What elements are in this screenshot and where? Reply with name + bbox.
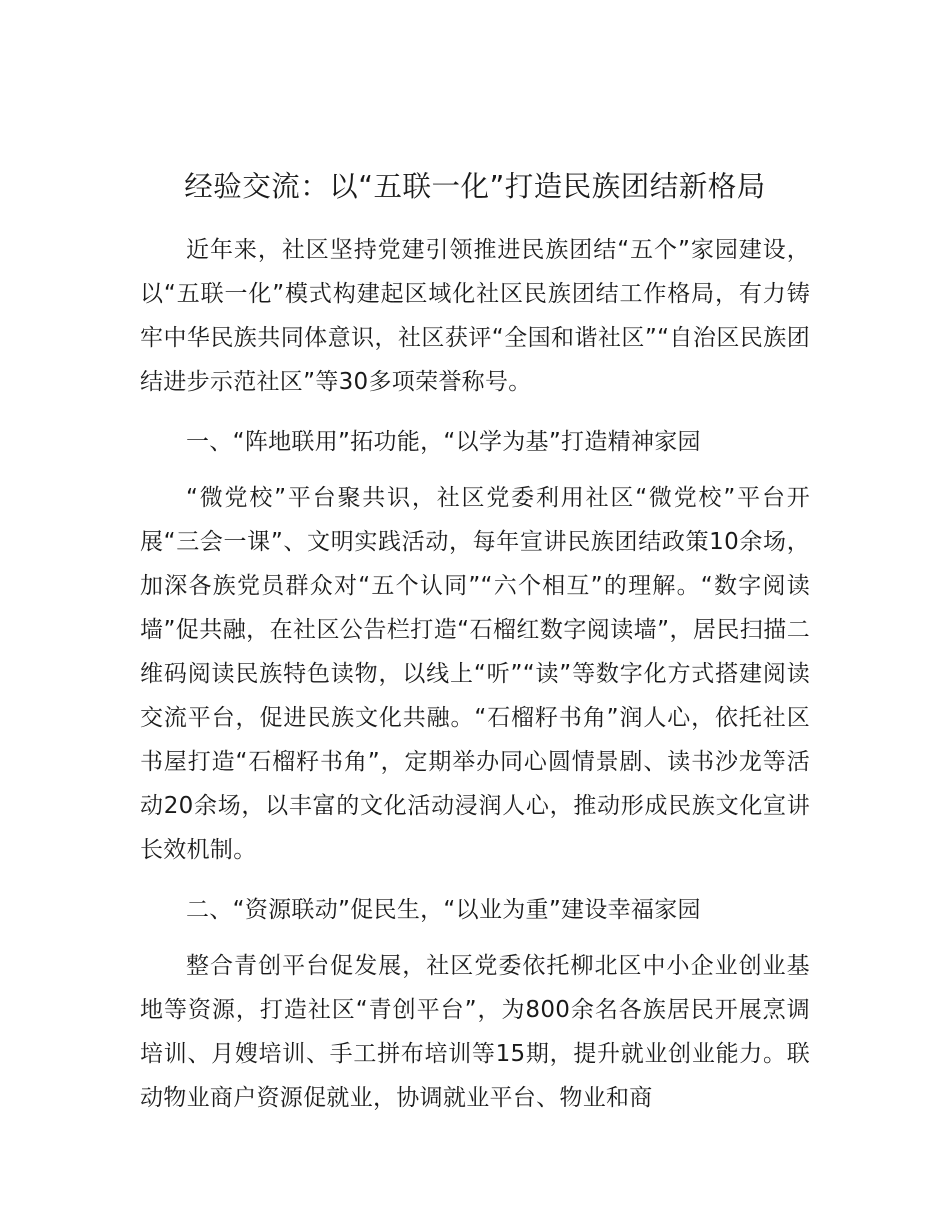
- document-title: 经验交流：以“五联一化”打造民族团结新格局: [184, 170, 766, 203]
- document-page: [140, 160, 810, 1120]
- section-1-heading: 一、“阵地联用”拓功能，“以学为基”打造精神家园: [186, 429, 701, 455]
- section-2-body: 整合青创平台促发展，社区党委依托柳北区中小企业创业基地等资源，打造社区“青创平台”，为800余名各族居民开展烹调培训、月嫂培训、手工拼布培训等15期，提升就业创业能力。联动物业商户资源促就业，协调就业平台、物业和商: [140, 953, 810, 1111]
- spacer: [140, 872, 810, 880]
- intro-paragraph: 近年来，社区坚持党建引领推进民族团结“五个”家园建设，以“五联一化”模式构建起区域化社区民族团结工作格局，有力铸牢中华民族共同体意识，社区获评“全国和谐社区”“自治区民族团结进步示范社区”等30多项荣誉称号。: [140, 237, 810, 395]
- spacer: [140, 404, 810, 412]
- section-1-body: “微党校”平台聚共识，社区党委利用社区“微党校”平台开展“三会一课”、文明实践活动，每年宣讲民族团结政策10余场，加深各族党员群众对“五个认同”“六个相互”的理解。“数字阅读墙”促共融，在社区公告栏打造“石榴红数字阅读墙”，居民扫描二维码阅读民族特色读物，以线上“听”“读”等数字化方式搭建阅读交流平台，促进民族文化共融。“石榴籽书角”润人心，依托社区书屋打造“石榴籽书角”，定期举办同心圆情景剧、读书沙龙等活动20余场，以丰富的文化活动浸润人心，推动形成民族文化宣讲长效机制。: [140, 485, 810, 863]
- section-2-heading: 二、“资源联动”促民生，“以业为重”建设幸福家园: [186, 897, 701, 923]
